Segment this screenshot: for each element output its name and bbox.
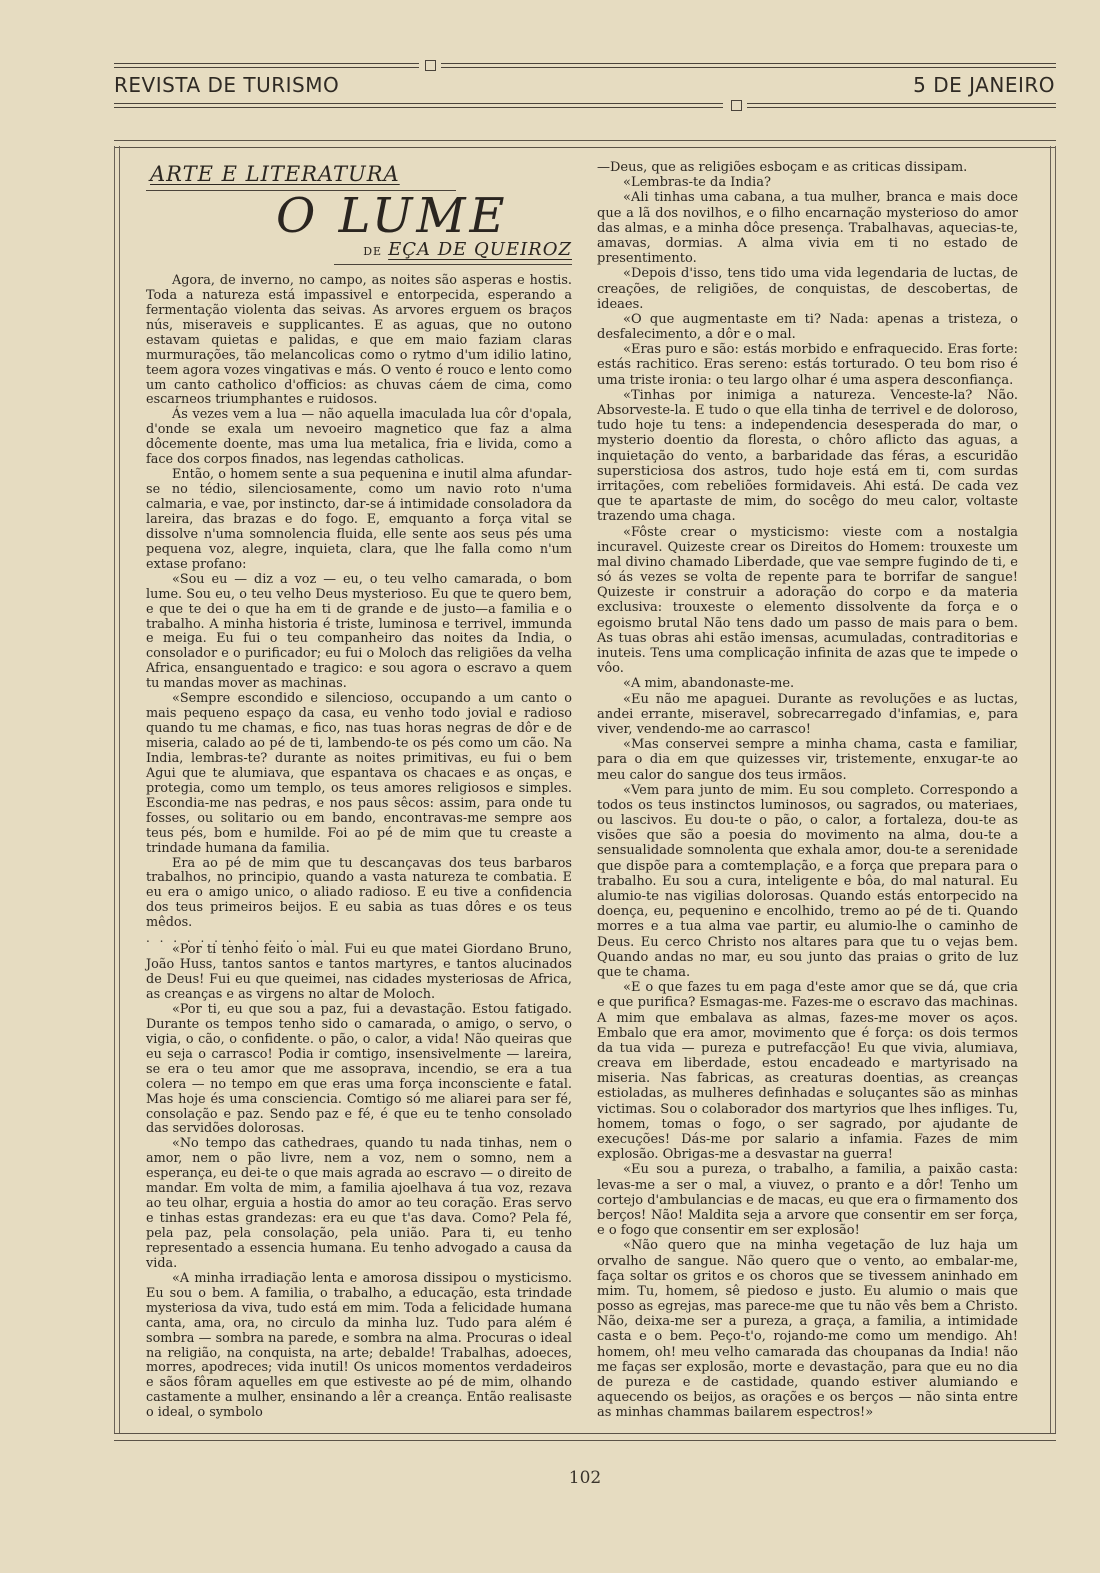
paragraph: «Não quero que na minha vegetação de luz haja um orvalho de sangue. Não quero que o vento, ao embalar-me, faça soltar os gritos e os choros que se tivessem aninhado em mim. Tu, homem, sê piedoso e justo. Eu alumio o mais que posso as egrejas, mas parece-me que tu não vês bem a Christo. Não, deixa-me ser a pureza, a graça, a familia, a intimidade casta e o bem. Peço-t'o, rojando-me como um mendigo. Ah! homem, oh! meu velho camarada das choupanas da India! não me faças ser explosão, morte e devastação, para que eu no dia de pureza e de castidade, quando estiver alumiando e aquecendo os beijos, as orações e os berços — não sinta entre as minhas chammas bailarem espectros!»	[597, 1238, 1018, 1421]
header-rule-bottom-left	[114, 103, 723, 108]
paragraph: «Depois d'isso, tens tido uma vida legendaria de luctas, de creações, de religiões, de conquistas, de descobertas, de ideaes.	[597, 266, 1018, 312]
section-separator-dots: . . . . . . . . . . . . . .	[146, 931, 330, 946]
right-column	[597, 160, 1018, 1421]
paragraph: «Fôste crear o mysticismo: vieste com a nostalgia incuravel. Quizeste crear os Direitos do Homem: trouxeste um mal divino chamado Liberdade, que vae sempre fugindo de ti, e só ás vezes se volta de repente para te borrifar de sangue! Quizeste ir construir a adoração do corpo e da materia exclusiva: trouxeste o elemento dissolvente da força e o egoismo brutal Não tens dado um passo de mais para o bem. As tuas obras ahi estão imensas, acumuladas, contraditorias e inuteis. Tens uma complicação infinita de azas que te impede o vôo.	[597, 524, 1018, 677]
paragraph: «No tempo das cathedraes, quando tu nada tinhas, nem o amor, nem o pão livre, nem a voz, nem o somno, nem a esperança, eu dei-te o que mais agrada ao escravo — o direito de mandar. Em volta de mim, a familia ajoelhava á tua voz, rezava ao teu olhar, erguia a hostia do amor ao teu coração. Eras servo e tinhas estas grandezas: era eu que t'as dava. Como? Pela fé, pela paz, pela consolação, pela união. Para ti, eu tenho representado a essencia humana. Eu tenho advogado a causa da vida.	[146, 1136, 572, 1271]
paragraph: «Sou eu — diz a voz — eu, o teu velho camarada, o bom lume. Sou eu, o teu velho Deus mysterioso. Eu que te quero bem, e que te dei o que ha em ti de grande e de justo—a familia e o trabalho. A minha historia é triste, luminosa e terrivel, immunda e meiga. Eu fui o teu companheiro das noites da India, o consolador e o purificador; eu fui o Moloch das religiões da velha Africa, ensanguentado e tragico: e sou agora o escravo a quem tu mandas mover as machinas.	[146, 571, 572, 692]
header-rule-bottom-right	[747, 103, 1056, 108]
frame-bottom-rule	[114, 1433, 1056, 1441]
paragraph: Agora, de inverno, no campo, as noites são asperas e hostis. Toda a natureza está impassivel e entorpecida, esperando a fermentação violenta das seivas. As arvores erguem os braços nús, miseraveis e supplicantes. E as aguas, que no outono estavam quietas e palidas, e que em maio faziam claras murmurações, tão melancolicas como o rytmo d'um idilio latino, teem agora vozes vingativas e más. O vento é rouco e lento como um canto catholico d'officios: as chuvas cáem de cima, como escarneos triumphantes e ruidosos.	[146, 272, 572, 408]
header-rule-top-right	[441, 63, 1056, 68]
running-date: 5 DE JANEIRO	[913, 73, 1055, 97]
paragraph: Ás vezes vem a lua — não aquella imaculada lua côr d'opala, d'onde se exala um nevoeiro magnetico que faz a alma dôcemente doente, mas uma lua metalica, fria e livida, como a face dos corpos finados, nas legendas catholicas.	[146, 407, 572, 468]
paragraph: «Tinhas por inimiga a natureza. Venceste-la? Não. Absorveste-la. E tudo o que ella tinha de terrivel e de doloroso, tudo hoje tu tens: a independencia desesperada do mar, o mysterio doentio da floresta, o chôro aflicto das aguas, a inquietação do vento, a barbaridade das féras, a escuridão supersticiosa dos astros, tudo hoje está em ti, com surdas irritações, com rebeliões formidaveis. Ahi está. De cada vez que te apartaste de mim, do socêgo do meu calor, voltaste trazendo uma chaga.	[597, 387, 1018, 525]
paragraph: «Ali tinhas uma cabana, a tua mulher, branca e mais doce que a lã dos novilhos, e o filho encarnação mysterioso do amor das almas, e a minha dôce presença. Trabalhavas, aquecias-te, amavas, dormias. A alma vivia em ti no estado de presentimento.	[597, 190, 1018, 267]
paragraph: «A mim, abandonaste-me.	[623, 676, 795, 692]
frame-right-rule	[1050, 146, 1056, 1434]
article-title: O LUME	[276, 188, 509, 244]
byline	[146, 239, 572, 260]
paragraph: «Sempre escondido e silencioso, occupando a um canto o mais pequeno espaço da casa, eu venho todo jovial e radioso quando tu me chamas, e fico, nas tuas horas negras de dôr e de miseria, calado ao pé de ti, lambendo-te os pés como um cão. Na India, lembras-te? durante as noites primitivas, eu fui o bem Agui que te alumiava, que espantava os chacaes e as onças, e protegia, como um templo, os teus amores religiosos e simples. Escondia-me nas pedras, e nos paus sêcos: assim, para onde tu fosses, ou solitario ou em bando, encontravas-me sempre aos teus pés, bom e humilde. Foi ao pé de mim que tu creaste a trindade humana da familia.	[146, 691, 572, 856]
paragraph: Então, o homem sente a sua pequenina e inutil alma afundar-se no tédio, silenciosamente, como um navio roto n'uma calmaria, e vae, por instincto, dar-se á intimidade consoladora da lareira, das brazas e do fogo. E, emquanto a força vital se dissolve n'uma somnolencia fluida, elle sente aos seus pés uma pequena voz, alegre, inquieta, clara, que lhe falla como n'um extase profano:	[146, 467, 572, 572]
header-ornament-top	[425, 60, 436, 71]
paragraph: «Por ti, eu que sou a paz, fui a devastação. Estou fatigado. Durante os tempos tenho sido o camarada, o amigo, o servo, o vigia, o cão, o confidente. o pão, o calor, a vida! Não queiras que eu seja o carrasco! Podia ir comtigo, insensivelmente — lareira, se era o teu amor que me assoprava, incendio, se era a tua colera — no tempo em que eras uma força inconsciente e fatal. Mas hoje és uma consciencia. Comtigo só me aliarei para ser fé, consolação e paz. Sendo paz e fé, é que eu te tenho consolado das servidões dolorosas.	[146, 1001, 572, 1137]
paragraph: —Deus, que as religiões esboçam e as criticas dissipam.	[597, 160, 968, 175]
paragraph: «Eras puro e são: estás morbido e enfraquecido. Eras forte: estás rachitico. Eras sereno: estás torturado. O teu bom riso é uma triste ironia: o teu largo olhar é uma aspera desconfiança.	[597, 342, 1018, 388]
paragraph: «Vem para junto de mim. Eu sou completo. Correspondo a todos os teus instinctos luminosos, ou sagrados, ou materiaes, ou lascivos. Eu dou-te o pão, o calor, a fortaleza, dou-te as visões que são a poesia do movimento na alma, dou-te a sensualidade somnolenta que exhala amor, dou-te a serenidade que dispõe para a comtemplação, e a força que prepara para o trabalho. Eu sou a cura, inteligente e bôa, do mal natural. Eu alumio-te nas vigilias dolorosas. Quando estás entorpecido na doença, eu, pequenino e encolhido, tremo ao pé de ti. Quando morres e a tua alma vae partir, eu alumio-lhe o caminho de Deus. Eu cerco Christo nos altares para que tu o vejas bem. Quando andas no mar, eu sou junto das praias o grito de luz que te chama.	[597, 782, 1018, 980]
paragraph: «Lembras-te da India?	[623, 175, 771, 191]
running-title: REVISTA DE TURISMO	[114, 73, 340, 97]
paragraph: Era ao pé de mim que tu descançavas dos teus barbaros trabalhos, no principio, quando a vasta natureza te combatia. E eu era o amigo unico, o aliado radioso. E eu tive a confidencia dos teus primeiros beijos. E eu sabia as tuas dôres e os teus mêdos.	[146, 855, 572, 931]
paragraph: «A minha irradiação lenta e amorosa dissipou o mysticismo. Eu sou o bem. A familia, o trabalho, a educação, esta trindade mysteriosa da viva, tudo está em mim. Toda a felicidade humana canta, ama, ora, no circulo da minha luz. Tudo para além é sombra — sombra na parede, e sombra na alma. Procuras o ideal na religião, na conquista, na arte; debalde! Trabalhas, adoeces, morres, apodreces; vida inutil! Os unicos momentos verdadeiros e sãos fôram aquelles em que estiveste ao pé de mim, olhando castamente a mulher, ensinando a lêr a creança. Então realisaste o ideal, o symbolo	[146, 1270, 572, 1421]
frame-top-rule	[114, 140, 1056, 148]
author-name: EÇA DE QUEIROZ	[388, 239, 572, 260]
paragraph: «Eu sou a pureza, o trabalho, a familia, a paixão casta: levas-me a ser o mal, a viuvez, o pranto e a dôr! Tenho um cortejo d'ambulancias e de macas, eu que era o firmamento dos berços! Não! Maldita seja a arvore que consentir em ser força, e o fogo que consentir em ser explosão!	[597, 1162, 1019, 1239]
byline-rule	[334, 264, 572, 265]
left-column	[146, 160, 572, 1421]
paragraph: «E o que fazes tu em paga d'este amor que se dá, que cria e que purifica? Esmagas-me. Fazes-me o escravo das machinas. A mim que embalava as almas, fazes-me mover os aços. Embalo que era amor, movimento que é força: os dois termos da tua vida — pureza e putrefacção! Eu que vivia, alumiava, creava em liberdade, estou encadeado e martyrisado na miseria. Nas fabricas, as creaturas doentias, as creanças estioladas, as mulheres definhadas e soluçantes são as minhas victimas. Sou o colaborador dos martyrios que lhes infliges. Tu, homem, tomas o fogo, o ser sagrado, por ajudante de execuções! Dás-me por salario a infamia. Fazes de mim explosão. Obrigas-me a desvastar na guerra!	[597, 980, 1018, 1163]
section-label: ARTE E LITERATURA	[150, 162, 400, 186]
header-ornament-bottom	[731, 100, 742, 111]
paragraph: «O que augmentaste em ti? Nada: apenas a tristeza, o desfalecimento, a dôr e o mal.	[597, 311, 1018, 343]
paragraph: «Mas conservei sempre a minha chama, casta e familiar, para o dia em que quizesses vir, tristemente, enxugar-te ao meu calor do sangue dos teus irmãos.	[597, 737, 1018, 783]
page-number: 102	[568, 1468, 602, 1488]
paragraph: «Eu não me apaguei. Durante as revoluções e as luctas, andei errante, miseravel, sobrecarregado d'infamias, e, para viver, vendendo-me ao carrasco!	[597, 691, 1018, 737]
header-rule-top-left	[114, 63, 419, 68]
frame-left-rule	[114, 146, 120, 1434]
paragraph: «Por ti tenho feito o mal. Fui eu que matei Giordano Bruno, João Huss, tantos santos e tantos martyres, e tantos alucinados de Deus! Fui eu que queimei, nas cidades mysteriosas de Africa, as creanças e as virgens no altar de Moloch.	[146, 942, 572, 1002]
byline-prefix: DE	[363, 245, 383, 258]
